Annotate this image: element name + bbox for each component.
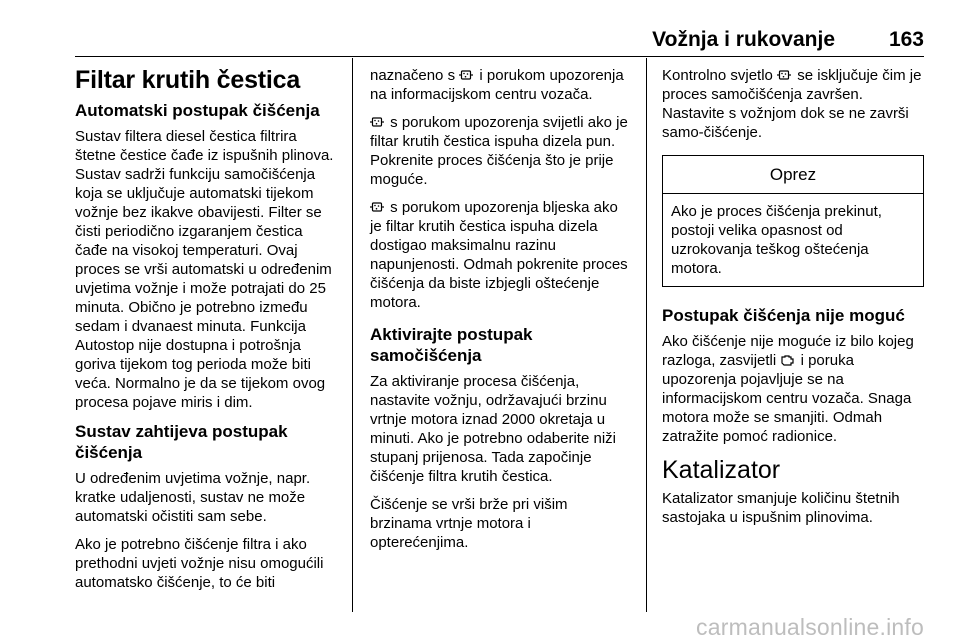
subheading-activate-cleaning: Aktivirajte postupak samočišćenja bbox=[370, 325, 533, 365]
paragraph-filter-description: Sustav filtera diesel čestica filtrira štetne čestice čađe iz ispušnih plinova. Sustav sadrži funkciju samočišćenja koja se uključuje automatski tijekom vožnje bez ikakve obavijesti. Filter se čisti periodično izgaranjem čestica čađe na visokoj temperaturi. Ovaj proces se vrši automatski u određenim uvjetima vožnje i može potrajati do 25 minuta. Obično je potrebno između sedam i dvanaest minuta. Funkcija Autostop nije dostupna i potrošnja goriva tijekom tog perioda može biti veća. Normalno je da se tijekom ovog procesa pojave miris i dim. bbox=[75, 128, 334, 411]
watermark: carmanualsonline.info bbox=[696, 614, 924, 640]
paragraph-catalyst: Katalizator smanjuje količinu štetnih sastojaka u ispušnim plinovima. bbox=[662, 490, 900, 526]
column-divider-left bbox=[352, 58, 353, 612]
particle-filter-icon bbox=[370, 115, 384, 129]
paragraph-flashes: s porukom upozorenja bljeska ako je filtar krutih čestica ispuha dizela dostigao maksimalnu razinu napunjenosti. Odmah pokrenite proces čišćenja da biste izbjegli oštećenje motora. bbox=[370, 199, 628, 311]
paragraph-faster-cleaning: Čišćenje se vrši brže pri višim brzinama vrtnje motora i opterećenjima. bbox=[370, 496, 568, 551]
caution-box bbox=[662, 155, 924, 287]
paragraph-indication: Ako je potrebno čišćenje filtra i ako prethodni uvjeti vožnje nisu omogućili automatsko čišćenje, to će biti bbox=[75, 536, 324, 591]
particle-filter-icon bbox=[370, 200, 384, 214]
column-2 bbox=[370, 58, 632, 561]
caution-text: Ako je proces čišćenja prekinut, postoji velika opasnost od uzrokovanja teškog oštećenja motora. bbox=[671, 203, 882, 277]
paragraph-indicator-off: Kontrolno svjetlo se isključuje čim je proces samočišćenja završen. Nastavite s vožnjom dok se ne završi samo-čišćenje. bbox=[662, 67, 922, 141]
section-title-particle-filter: Filtar krutih čestica bbox=[75, 66, 301, 94]
particle-filter-icon bbox=[777, 68, 791, 82]
section-title-catalyst: Katalizator bbox=[662, 456, 781, 484]
column-divider-right bbox=[646, 58, 647, 612]
subheading-cleaning-required: Sustav zahtijeva postupak čišćenja bbox=[75, 422, 288, 462]
paragraph-not-possible: Ako čišćenje nije moguće iz bilo kojeg razloga, zasvijetli i poruka upozorenja pojavljuje se na informacijskom centru vozača. Snaga motora može se smanjiti. Odmah zatražite pomoć radionice. bbox=[662, 333, 914, 445]
paragraph-conditions: U određenim uvjetima vožnje, napr. kratke udaljenosti, sustav ne može automatski očistiti sam sebe. bbox=[75, 470, 311, 525]
page-header-title: Vožnja i rukovanje bbox=[652, 28, 835, 51]
caution-title: Oprez bbox=[663, 156, 923, 194]
column-3 bbox=[662, 58, 924, 536]
column-1 bbox=[75, 58, 337, 601]
page-number: 163 bbox=[888, 28, 924, 51]
paragraph-indicated-with-icon: naznačeno s i porukom upozorenja na informacijskom centru vozača. bbox=[370, 67, 624, 103]
header-rule bbox=[75, 56, 924, 57]
subheading-cleaning-not-possible: Postupak čišćenja nije moguć bbox=[662, 306, 905, 325]
subheading-automatic-cleaning: Automatski postupak čišćenja bbox=[75, 101, 320, 120]
particle-filter-icon bbox=[459, 68, 473, 82]
paragraph-activation-steps: Za aktiviranje procesa čišćenja, nastavite vožnju, održavajući brzinu vrtnje motora iznad 2000 okretaja u minuti. Ako je potrebno odaberite niži stupanj prijenosa. Tada započinje čišćenje filtra krutih čestica. bbox=[370, 373, 616, 485]
paragraph-lights-up: s porukom upozorenja svijetli ako je filtar krutih čestica ispuha dizela pun. Pokrenite proces čišćenja što je prije moguće. bbox=[370, 114, 628, 188]
engine-check-icon bbox=[780, 353, 794, 367]
